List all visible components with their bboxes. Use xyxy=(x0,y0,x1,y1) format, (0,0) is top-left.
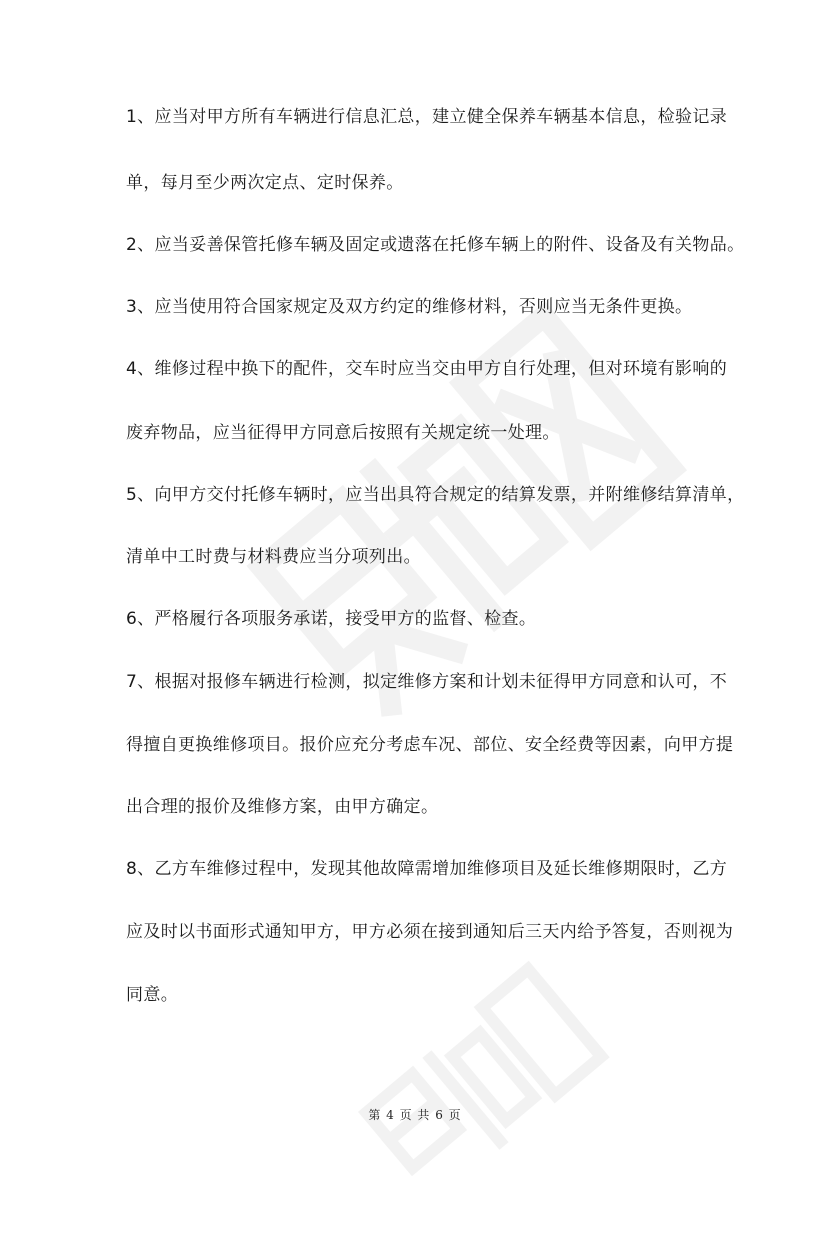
paragraph-8-line-1: 8、乙方车维修过程中，发现其他故障需增加维修项目及延长维修期限时，乙方 xyxy=(126,859,728,879)
paragraph-3-line-1: 3、应当使用符合国家规定及双方约定的维修材料，否则应当无条件更换。 xyxy=(126,297,693,317)
paragraph-5-line-2: 清单中工时费与材料费应当分项列出。 xyxy=(126,547,421,567)
paragraph-1-line-1: 1、应当对甲方所有车辆进行信息汇总，建立健全保养车辆基本信息，检验记录 xyxy=(126,107,728,127)
paragraph-8-line-3: 同意。 xyxy=(126,985,179,1005)
page-number-footer: 第 4 页 共 6 页 xyxy=(368,1108,462,1122)
paragraph-1-line-2: 单，每月至少两次定点、定时保养。 xyxy=(126,173,404,193)
paragraph-4-line-1: 4、维修过程中换下的配件，交车时应当交由甲方自行处理，但对环境有影响的 xyxy=(126,359,728,379)
paragraph-7-line-3: 出合理的报价及维修方案，由甲方确定。 xyxy=(126,797,439,817)
watermark-seal-icon xyxy=(311,911,649,1249)
paragraph-7-line-2: 得擅自更换维修项目。报价应充分考虑车况、部位、安全经费等因素，向甲方提 xyxy=(126,735,734,755)
paragraph-4-line-2: 废弃物品，应当征得甲方同意后按照有关规定统一处理。 xyxy=(126,423,560,443)
paragraph-8-line-2: 应及时以书面形式通知甲方，甲方必须在接到通知后三天内给予答复，否则视为 xyxy=(126,922,734,942)
paragraph-5-line-1: 5、向甲方交付托修车辆时，应当出具符合规定的结算发票，并附维修结算清单， xyxy=(126,485,745,505)
paragraph-7-line-1: 7、根据对报修车辆进行检测，拟定维修方案和计划未征得甲方同意和认可，不 xyxy=(126,672,728,692)
paragraph-6-line-1: 6、严格履行各项服务承诺，接受甲方的监督、检查。 xyxy=(126,609,537,629)
paragraph-2-line-1: 2、应当妥善保管托修车辆及固定或遗落在托修车辆上的附件、设备及有关物品。 xyxy=(126,235,745,255)
